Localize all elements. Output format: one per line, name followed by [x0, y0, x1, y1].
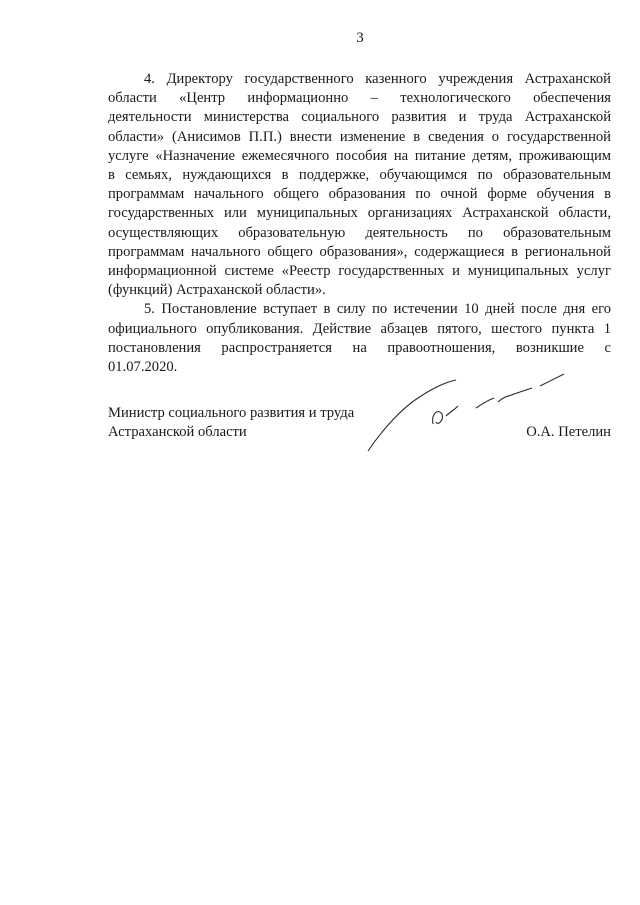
- text-line: осуществляющих образовательную деятельность по образовательным: [108, 224, 611, 241]
- text-line: государственных или муниципальных организациях Астраханской области,: [108, 205, 611, 222]
- text-line: информационной системе «Реестр государственных и муниципальных услуг: [108, 263, 611, 280]
- text-line: услуге «Назначение ежемесячного пособия на питание детям, проживающим: [108, 147, 611, 164]
- text-line: области» (Анисимов П.П.) внести изменение в сведения о государственной: [108, 128, 611, 145]
- signatory-title-line-1: Министр социального развития и труда: [108, 405, 355, 421]
- text-line: постановления распространяется на правоотношения, возникшие с: [108, 339, 611, 356]
- text-line: деятельности министерства социального развития и труда Астраханской: [108, 109, 611, 126]
- text-line: 5. Постановление вступает в силу по истечении 10 дней после дня его: [144, 301, 611, 318]
- page-number: 3: [356, 30, 364, 46]
- signature-block: [108, 404, 611, 464]
- text-line: (функций) Астраханской области».: [108, 282, 326, 299]
- text-line: 4. Директору государственного казенного учреждения Астраханской: [144, 71, 611, 87]
- text-line: программам начального общего образования», содержащиеся в региональной: [108, 243, 611, 260]
- text-line: в семьях, нуждающихся в поддержке, обучающимся по образовательным: [108, 167, 611, 184]
- text-line: 01.07.2020.: [108, 359, 178, 376]
- text-line: официального опубликования. Действие абзацев пятого, шестого пункта 1: [108, 320, 611, 337]
- signatory-name: О.А. Петелин: [526, 424, 611, 440]
- document-body: [108, 70, 611, 377]
- handwritten-signature: [358, 366, 578, 456]
- text-line: программам начального общего образования по очной форме обучения в: [108, 186, 611, 203]
- paragraph-p4: [108, 70, 611, 300]
- signatory-title-line-2: Астраханской области: [108, 424, 247, 440]
- text-line: области «Центр информационно – технологического обеспечения: [108, 90, 611, 107]
